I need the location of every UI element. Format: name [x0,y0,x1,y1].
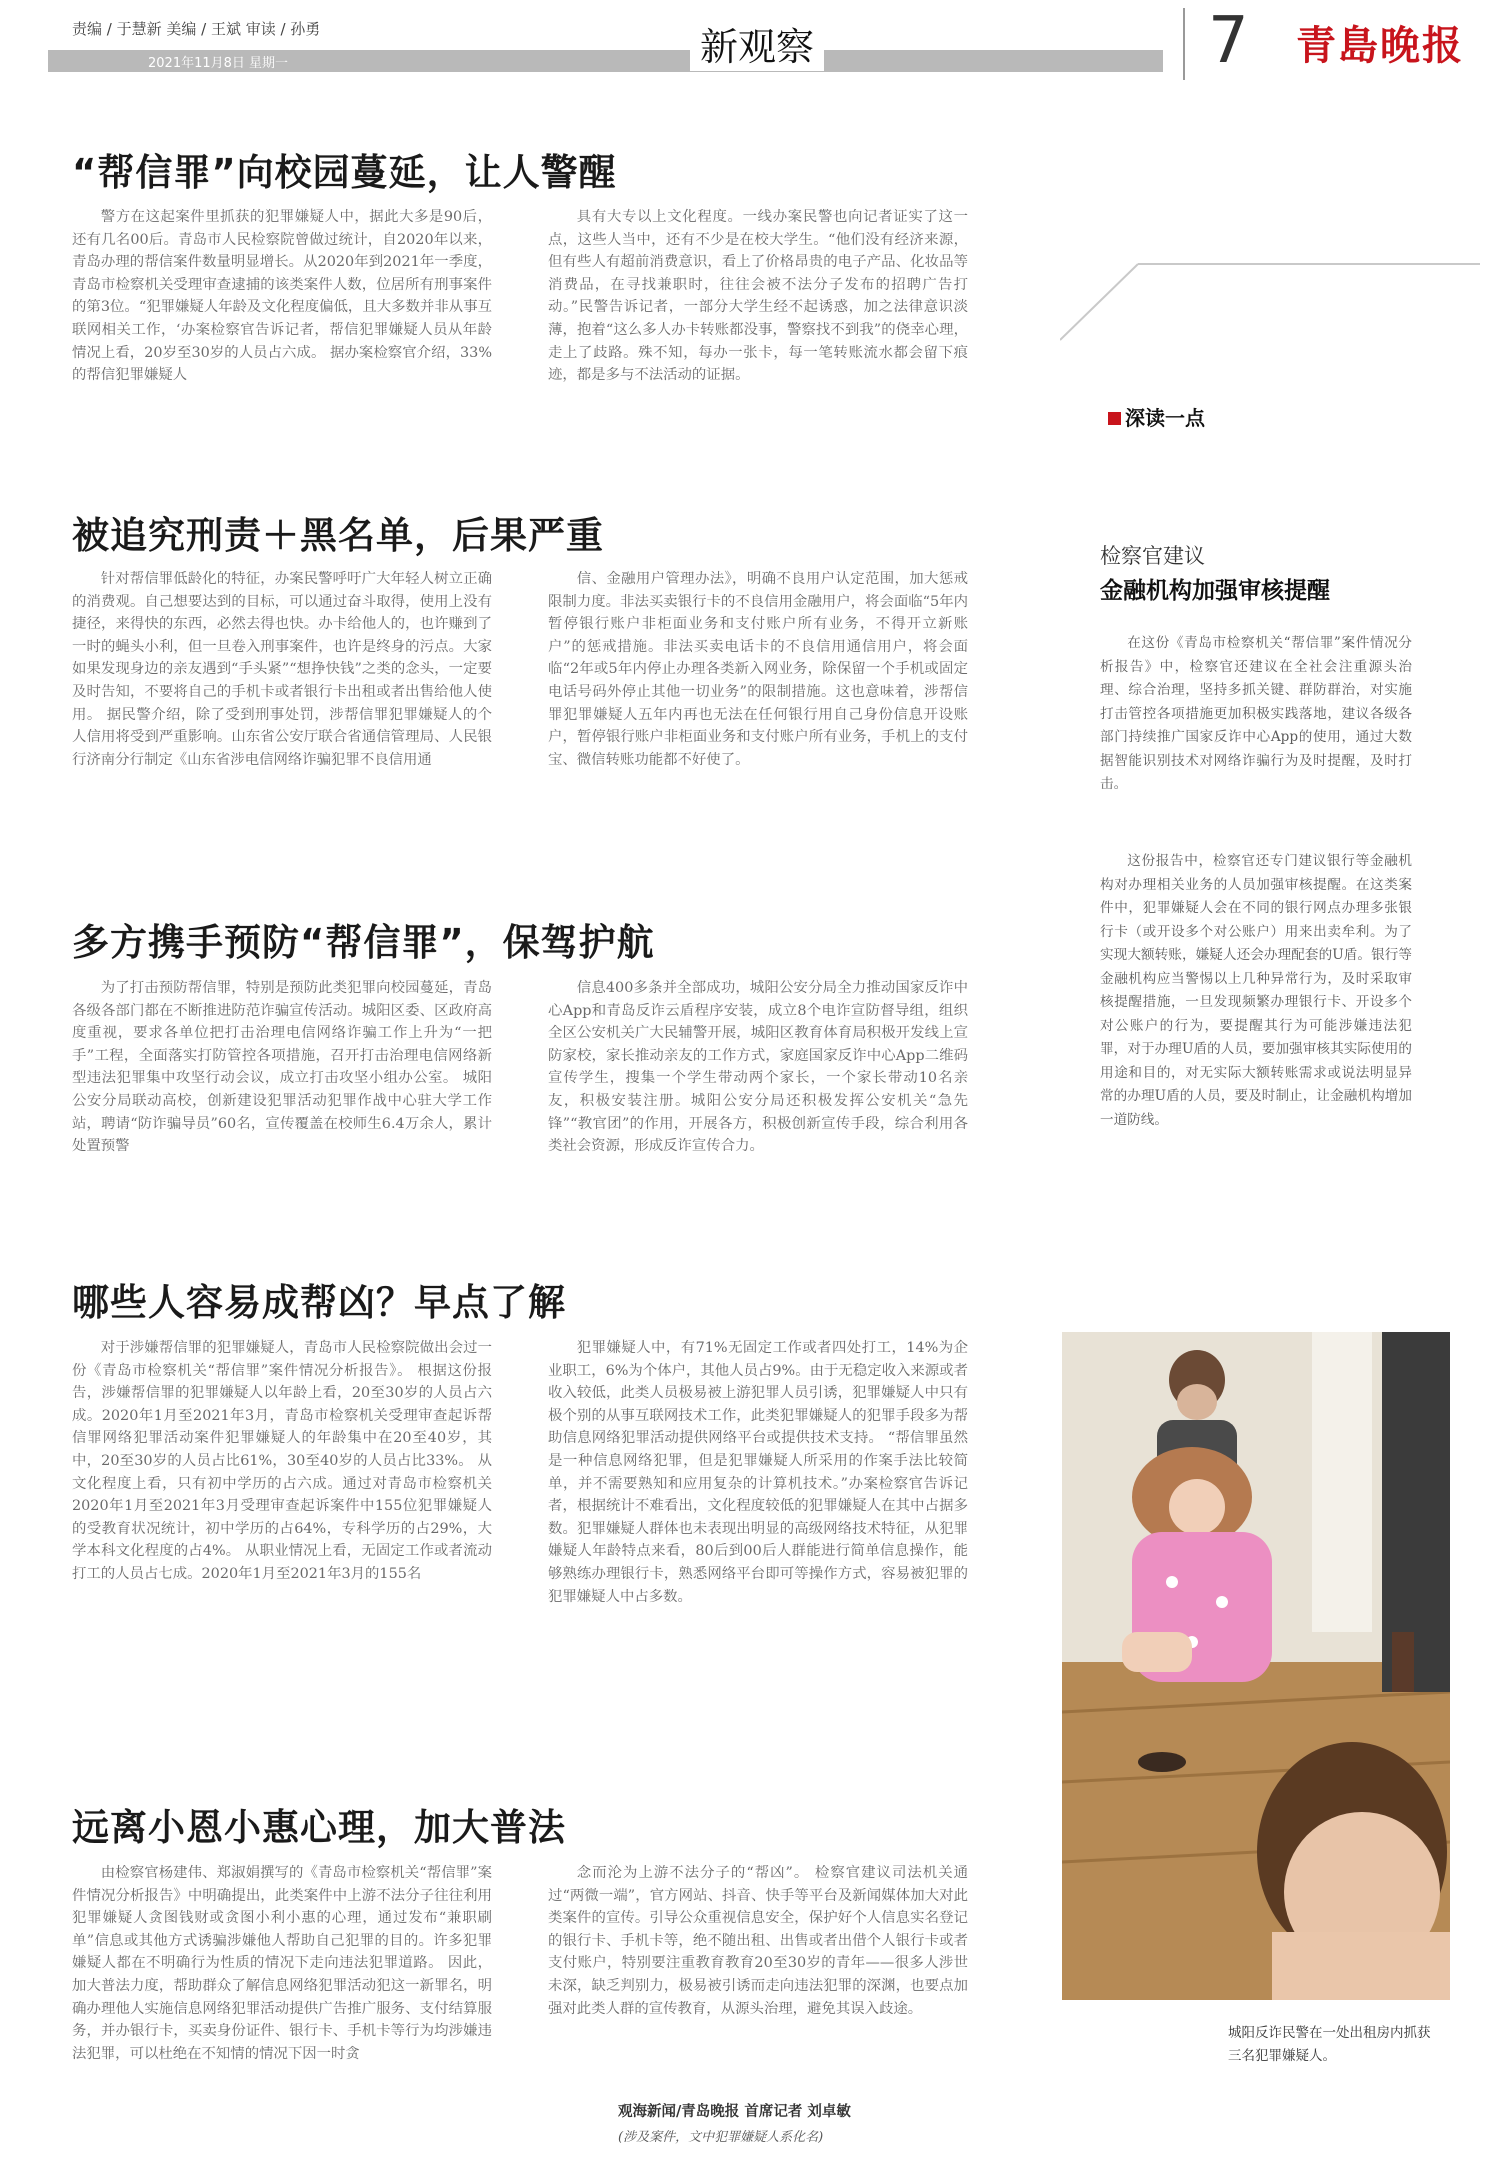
sidebar-kicker: 检察官建议 [1100,544,1205,568]
headline-2: 被追究刑责＋黑名单，后果严重 [72,514,604,557]
newspaper-logo: 青島晚报 [1296,22,1464,69]
sidebar-para-1: 在这份《青岛市检察机关“帮信罪”案件情况分析报告》中，检察官还建议在全社会注重源头治理、综合治理，坚持多抓关键、群防群治，对实施打击管控各项措施更加积极实践落地，建议各级各部门持续推广国家反诈中心App的使用，通过大数据智能识别技术对网络诈骗行为及时提醒，及时打击。 [1100,635,1412,792]
section-4-col-2: 犯罪嫌疑人中，有71%无固定工作或者四处打工，14%为企业职工，6%为个体户，其他人员占9%。由于无稳定收入来源或者收入较低，此类人员极易被上游犯罪人员引诱，犯罪嫌疑人中只有极个别的从事互联网技术工作，此类犯罪嫌疑人的犯罪手段多为帮助信息网络犯罪活动提供网络平台或提供技术支持。 “帮信罪虽然是一种信息网络犯罪，但是犯罪嫌疑人所采用的作案手法比较简单，并不需要熟知和应用复杂的计算机技术。”办案检察官告诉记者，根据统计不难看出，文化程度较低的犯罪嫌疑人在其中占据多数。犯罪嫌疑人群体也未表现出明显的高级网络技术特征，从犯罪嫌疑人年龄特点来看，80后到00后人群能进行简单信息操作，能够熟练办理银行卡，熟悉网络平台即可等操作方式，容易被犯罪的犯罪嫌疑人中占多数。 [548,1340,968,1605]
section-title: 新观察 [690,16,824,71]
sidebar-label: 深读一点 [1108,402,1205,431]
sidebar-headline: 金融机构加强审核提醒 [1100,578,1330,604]
headline-5: 远离小恩小惠心理，加大普法 [72,1806,566,1849]
headline-4: 哪些人容易成帮凶？早点了解 [72,1281,566,1324]
page-number: 7 [1208,4,1249,78]
photo-caption: 城阳反诈民警在一处出租房内抓获三名犯罪嫌疑人。 [1228,2025,1431,2064]
section-2-col-2: 信、金融用户管理办法》，明确不良用户认定范围，加大惩戒限制力度。非法买卖银行卡的不良信用金融用户，将会面临“5年内暂停银行账户非柜面业务和支付账户所有业务，不得开立新账户”的惩戒措施。非法买卖电话卡的不良信用通信用户，将会面临“2年或5年内停止办理各类新入网业务，除保留一个手机或固定电话号码外停止其他一切业务”的限制措施。这也意味着，涉帮信罪犯罪嫌疑人五年内再也无法在任何银行用自己身份信息开设账户，暂停银行账户非柜面业务和支付账户所有业务，手机上的支付宝、微信转账功能都不好使了。 [548,571,968,768]
news-photo [1062,1332,1450,2000]
section-1-col-1: 警方在这起案件里抓获的犯罪嫌疑人中，据此大多是90后，还有几名00后。青岛市人民检察院曾做过统计，自2020年以来，青岛办理的帮信案件数量明显增长。从2020年到2021年一季度，青岛市检察机关受理审查逮捕的该类案件人数，位居所有刑事案件的第3位。“犯罪嫌疑人年龄及文化程度偏低，且大多数并非从事互联网相关工作，‘办案检察官告诉记者，帮信犯罪嫌疑人员从年龄情况上看，20岁至30岁的人员占六成。 据办案检察官介绍，33%的帮信犯罪嫌疑人 [72,209,492,384]
red-square-icon [1108,412,1121,425]
sidebar-divider-line [1060,262,1480,342]
section-1-col-2: 具有大专以上文化程度。一线办案民警也向记者证实了这一点，这些人当中，还有不少是在校大学生。“他们没有经济来源，但有些人有超前消费意识，看上了价格昂贵的电子产品、化妆品等消费品，在寻找兼职时，往往会被不法分子发布的招聘广告打动。”民警告诉记者，一部分大学生经不起诱惑，加之法律意识淡薄，抱着“这么多人办卡转账都没事，警察找不到我”的侥幸心理，走上了歧路。殊不知，每办一张卡，每一笔转账流水都会留下痕迹，都是多与不法活动的证据。 [548,209,968,384]
byline: 观海新闻/青岛晚报 首席记者 刘卓敏 [618,2103,851,2120]
section-3-col-2: 信息400多条并全部成功，城阳公安分局全力推动国家反诈中心App和青岛反诈云盾程序安装，成立8个电诈宣防督导组，组织全区公安机关广大民辅警开展，城阳区教育体育局积极开发线上宣防家校，家长推动亲友的工作方式，家庭国家反诈中心App二维码宣传学生，搜集一个学生带动两个家长，一个家长带动10名亲友，积极安装注册。城阳公安分局还积极发挥公安机关“急先锋”“教官团”的作用，开展各方，积极创新宣传手段，综合利用各类社会资源，形成反诈宣传合力。 [548,980,968,1155]
header-divider [1183,8,1185,80]
editor-credits: 责编 / 于慧新 美编 / 王斌 审读 / 孙勇 [72,20,321,38]
headline-1: “帮信罪”向校园蔓延，让人警醒 [72,151,617,194]
byline-note: (涉及案件，文中犯罪嫌疑人系化名) [618,2130,824,2145]
headline-3: 多方携手预防“帮信罪”，保驾护航 [72,921,655,964]
section-4-col-1: 对于涉嫌帮信罪的犯罪嫌疑人，青岛市人民检察院做出会过一份《青岛市检察机关“帮信罪”案件情况分析报告》。 根据这份报告，涉嫌帮信罪的犯罪嫌疑人以年龄上看，20至30岁的人员占六成。2020年1月至2021年3月，青岛市检察机关受理审查起诉帮信罪网络犯罪活动案件犯罪嫌疑人的年龄集中在20至40岁，其中，20至30岁的人员占比61%，30至40岁的人员占比33%。 从文化程度上看，只有初中学历的占六成。通过对青岛市检察机关2020年1月至2021年3月受理审查起诉案件中155位犯罪嫌疑人的受教育状况统计，初中学历的占64%，专科学历的占29%，大学本科文化程度的占4%。 从职业情况上看，无固定工作或者流动打工的人员占七成。2020年1月至2021年3月的155名 [72,1340,492,1582]
page-header [0,0,1500,92]
section-5-col-2: 念而沦为上游不法分子的“帮凶”。 检察官建议司法机关通过“两微一端”，官方网站、抖音、快手等平台及新闻媒体加大对此类案件的宣传。引导公众重视信息安全，保护好个人信息实名登记的银行卡、手机卡等，绝不随出租、出售或者出借个人银行卡或者支付账户，特别要注重教育教育20至30岁的青年——很多人涉世未深，缺乏判别力，极易被引诱而走向违法犯罪的深渊，也要点加强对此类人群的宣传教育，从源头治理，避免其误入歧途。 [548,1865,968,2017]
section-5-col-1: 由检察官杨建伟、郑淑娟撰写的《青岛市检察机关“帮信罪”案件情况分析报告》中明确提出，此类案件中上游不法分子往往利用犯罪嫌疑人贪图钱财或贪图小利小惠的心理，通过发布“兼职刷单”信息或其他方式诱骗涉嫌他人帮助自己犯罪的目的。许多犯罪嫌疑人都在不明确行为性质的情况下走向违法犯罪道路。 因此，加大普法力度，帮助群众了解信息网络犯罪活动犯这一新罪名，明确办理他人实施信息网络犯罪活动提供广告推广服务、支付结算服务，并办银行卡，买卖身份证件、银行卡、手机卡等行为均涉嫌违法犯罪，可以杜绝在不知情的情况下因一时贪 [72,1865,492,2062]
sidebar-para-2: 这份报告中，检察官还专门建议银行等金融机构对办理相关业务的人员加强审核提醒。在这类案件中，犯罪嫌疑人会在不同的银行网点办理多张银行卡（或开设多个对公账户）用来出卖牟利。为了实现大额转账，嫌疑人还会办理配套的U盾。银行等金融机构应当警惕以上几种异常行为，及时采取审核提醒措施，一旦发现频繁办理银行卡、开设多个对公账户的行为，要提醒其行为可能涉嫌违法犯罪，对于办理U盾的人员，要加强审核其实际使用的用途和目的，对无实际大额转账需求或说法明显异常的办理U盾的人员，要及时制止，让金融机构增加一道防线。 [1100,853,1412,1128]
section-2-col-1: 针对帮信罪低龄化的特征，办案民警呼吁广大年轻人树立正确的消费观。自己想要达到的目标，可以通过奋斗取得，使用上没有捷径，来得快的东西，必然去得也快。办卡给他人的，也许赚到了一时的蝇头小利，但一旦卷入刑事案件，也许是终身的污点。大家如果发现身边的亲友遇到“手头紧”“想挣快钱”之类的念头，一定要及时告知，不要将自己的手机卡或者银行卡出租或者出售给他人使用。 据民警介绍，除了受到刑事处罚，涉帮信罪犯罪嫌疑人的个人信用将受到严重影响。山东省公安厅联合省通信管理局、人民银行济南分行制定《山东省涉电信网络诈骗犯罪不良信用通 [72,571,492,768]
section-3-col-1: 为了打击预防帮信罪，特别是预防此类犯罪向校园蔓延，青岛各级各部门都在不断推进防范诈骗宣传活动。城阳区委、区政府高度重视，要求各单位把打击治理电信网络诈骗工作上升为“一把手”工程，全面落实打防管控各项措施，召开打击治理电信网络新型违法犯罪集中攻坚行动会议，成立打击攻坚小组办公室。 城阳公安分局联动高校，创新建设犯罪活动犯罪作战中心驻大学工作站，聘请“防诈骗导员”60名，宣传覆盖在校师生6.4万余人，累计处置预警 [72,980,492,1155]
suspects-photo-image [1062,1332,1450,2000]
issue-date: 2021年11月8日 星期一 [148,56,289,71]
header-bar [48,50,1163,72]
